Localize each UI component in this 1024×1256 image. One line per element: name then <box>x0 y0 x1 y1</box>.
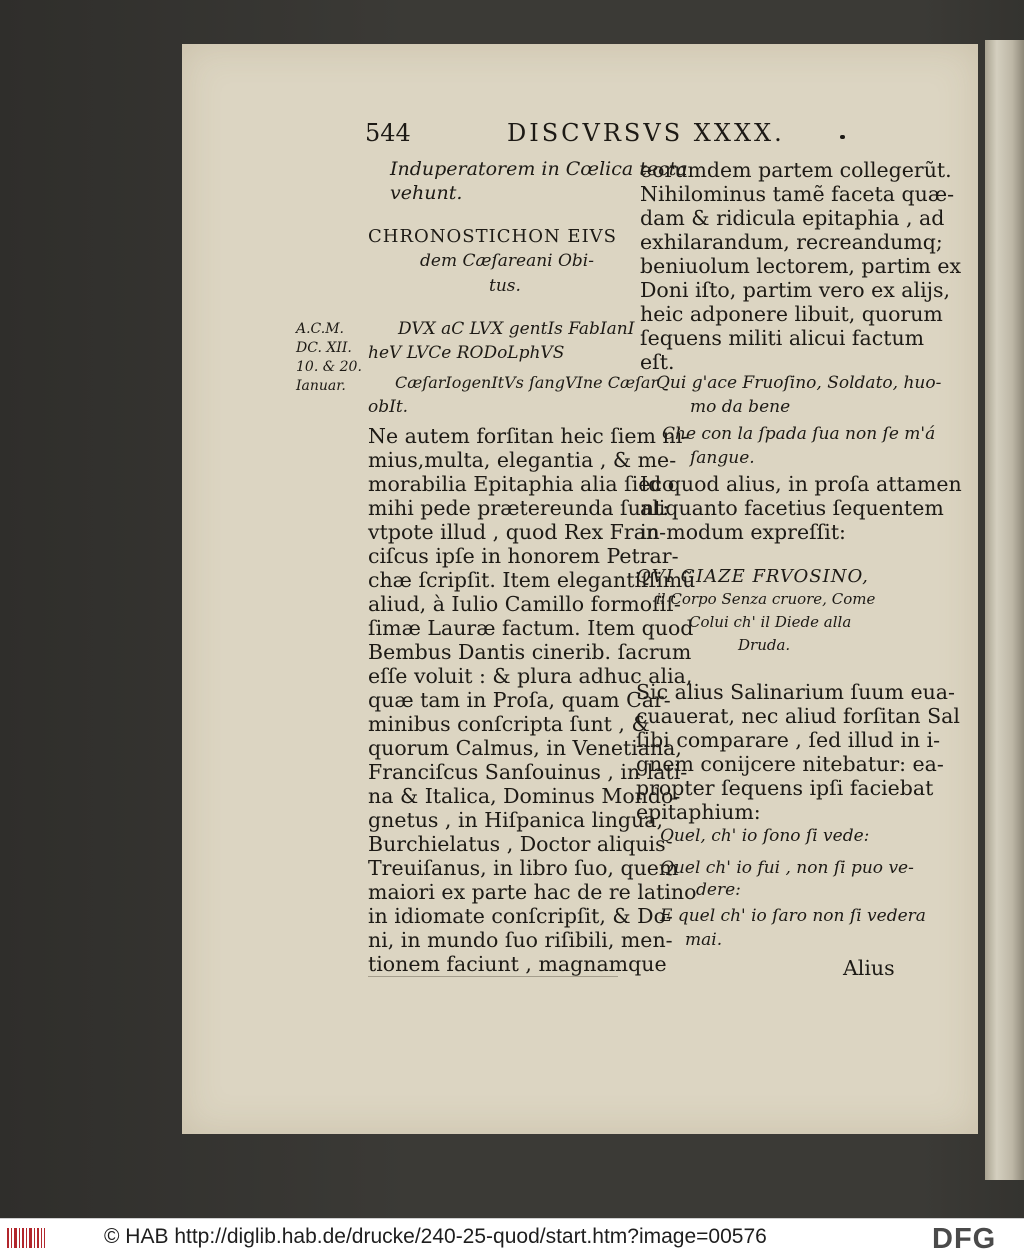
dfg-logo: DFG <box>932 1223 997 1255</box>
chronostichon-heading: CHRONOSTICHON EIVS <box>368 226 618 247</box>
book-edge <box>985 40 1024 1180</box>
text-line: vtpote illud , quod Rex Fran- <box>368 520 667 544</box>
text-line: dam & ridicula epitaphia , ad <box>640 206 945 230</box>
margin-note-line: Ianuar. <box>296 378 346 394</box>
text-line: exhilarandum, recreandumq; <box>640 230 943 254</box>
verse-line: Che con la ſpada ſua non ſe m'á <box>662 424 936 444</box>
text-line: ni, in mundo ſuo riſibili, men- <box>368 928 673 952</box>
text-line: quorum Calmus, in Venetiana, <box>368 736 682 760</box>
epitaph-line: Druda. <box>738 636 791 654</box>
text-line: dem Cæſareani Obi- <box>420 251 594 271</box>
verse-line: dere: <box>696 880 741 900</box>
running-title: DISCVRSVS XXXX. <box>507 119 785 147</box>
text-line: cuauerat, nec aliud forſitan Sal <box>636 704 960 728</box>
page-header <box>365 119 895 155</box>
margin-note-line: DC. XII. <box>296 340 352 356</box>
chronostichon-line: heV LVCe RODoLphVS <box>368 343 565 363</box>
text-line: eorumdem partem collegerũt. <box>640 158 952 182</box>
text-line: tus. <box>489 276 521 296</box>
catchword: Alius <box>843 956 895 980</box>
verse-line: Qui g'ace Fruoſino, Soldato, huo- <box>656 373 942 393</box>
text-line: Id quod alius, in proſa attamen <box>640 472 962 496</box>
text-line: Induperatorem in Cœlica tecta <box>390 158 688 180</box>
verse-line: mo da bene <box>690 397 791 417</box>
chronostichon-line: CæſarIogenItVs ſangVIne Cæſar <box>395 373 659 392</box>
text-line: aliquanto facetius ſequentem <box>640 496 944 520</box>
text-line: epitaphium: <box>636 800 761 824</box>
text-line: mihi pede prætereunda ſunt: <box>368 496 670 520</box>
text-line: mius,multa, elegantia , & me- <box>368 448 677 472</box>
text-line: morabilia Epitaphia alia ſieco <box>368 472 675 496</box>
text-line: Doni iſto, partim vero ex alijs, <box>640 278 951 302</box>
text-line: Bembus Dantis cinerib. ſacrum <box>368 640 692 664</box>
text-line: Sic alius Salinarium ſuum eua- <box>636 680 955 704</box>
barcode-icon <box>6 1226 46 1250</box>
text-line: Treuiſanus, in libro ſuo, quem <box>368 856 679 880</box>
epitaph-line: il Corpo Senza cruore, Come <box>656 590 876 608</box>
chronostichon-line: DVX aC LVX gentIs FabIanI <box>398 319 635 339</box>
page-number: 544 <box>365 119 411 147</box>
margin-note-line: 10. & 20. <box>296 359 362 375</box>
header-ornament <box>840 135 845 139</box>
text-line: ciſcus ipſe in honorem Petrar- <box>368 544 679 568</box>
text-line: minibus conſcripta ſunt , & <box>368 712 650 736</box>
verse-line: mai. <box>685 930 723 950</box>
text-line: aliud, à Iulio Camillo formoſiſ- <box>368 592 681 616</box>
text-line: ſequens militi alicui factum <box>640 326 925 350</box>
epitaph-line: Colui ch' il Diede alla <box>689 613 852 631</box>
text-line: beniuolum lectorem, partim ex <box>640 254 962 278</box>
text-line: Burchielatus , Doctor aliquis <box>368 832 666 856</box>
text-line: na & Italica, Dominus Mondo- <box>368 784 681 808</box>
text-line: chæ ſcripſit. Item elegantiſſimũ <box>368 568 696 592</box>
text-line: Ne autem forſitan heic ſiem ni- <box>368 424 690 448</box>
text-line: tionem faciunt , magnamque <box>368 952 667 976</box>
text-line: maiori ex parte hac de re latino <box>368 880 697 904</box>
text-line: ſimæ Lauræ factum. Item quod <box>368 616 694 640</box>
verse-line: ſangue. <box>690 448 755 468</box>
margin-note-line: A.C.M. <box>296 321 345 337</box>
text-line: in modum expreſſit: <box>640 520 846 544</box>
verse-line: Quel, ch' io ſono ſi vede: <box>660 826 870 846</box>
text-line: Franciſcus Sanſouinus , in lati- <box>368 760 688 784</box>
text-line: quæ tam in Proſa, quam Car- <box>368 688 671 712</box>
text-line: in idiomate conſcripſit, & Do- <box>368 904 673 928</box>
chronostichon-line: obIt. <box>368 397 409 417</box>
text-line: Nihilominus tamẽ faceta quæ- <box>640 182 955 206</box>
epitaph-heading: QVI GIAZE FRVOSINO, <box>636 566 869 587</box>
text-line: heic adponere libuit, quorum <box>640 302 943 326</box>
text-line: propter ſequens ipſi faciebat <box>636 776 934 800</box>
text-line: vehunt. <box>390 182 463 204</box>
text-line: eſt. <box>640 350 675 374</box>
text-line: gnetus , in Hiſpanica lingua, <box>368 808 663 832</box>
verse-line: E quel ch' io ſaro non ſi vedera <box>660 906 926 926</box>
text-line: ſibi comparare , ſed illud in i- <box>636 728 941 752</box>
viewer-footer <box>0 1218 1024 1256</box>
text-line: gnem conijcere nitebatur: ea- <box>636 752 944 776</box>
text-line: eſſe voluit : & plura adhuc alia, <box>368 664 693 688</box>
attribution-link[interactable]: © HAB http://diglib.hab.de/drucke/240-25-quod/start.htm?image=00576 <box>104 1225 767 1248</box>
verse-line: Quel ch' io fui , non ſi puo ve- <box>660 858 914 878</box>
bottom-rule <box>368 976 618 977</box>
